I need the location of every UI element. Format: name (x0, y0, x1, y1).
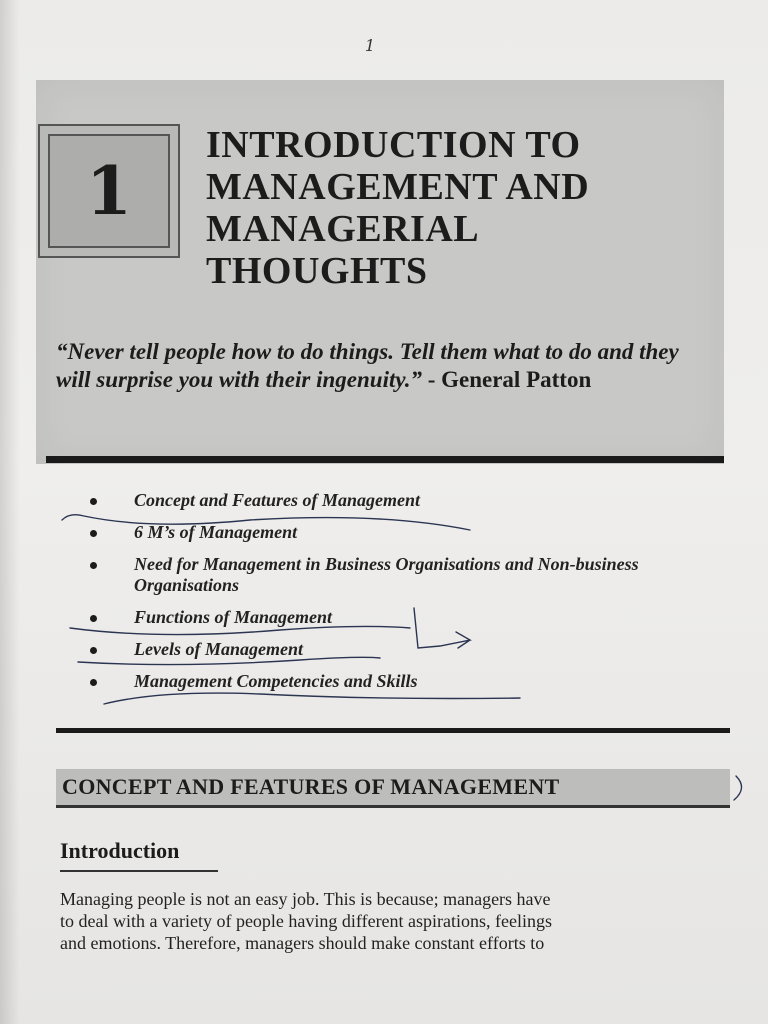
chapter-topics-list (90, 490, 730, 703)
chapter-number: 1 (86, 152, 132, 230)
intro-paragraph (60, 888, 736, 954)
chapter-title-line: MANAGERIAL (206, 208, 480, 250)
paragraph-line: Managing people is not an easy job. This is because; managers have (60, 889, 551, 909)
chapter-title-line: THOUGHTS (206, 250, 428, 292)
banner-rule (46, 456, 724, 463)
page-shadow (0, 0, 20, 1024)
quote-author: - General Patton (427, 367, 592, 392)
intro-underline (60, 870, 218, 872)
chapter-title (206, 124, 706, 292)
topic-item: Levels of Management (90, 639, 730, 660)
chapter-title-line: INTRODUCTION TO (206, 124, 581, 166)
paragraph-line: to deal with a variety of people having different aspirations, feelings (60, 911, 553, 931)
chapter-quote (56, 338, 716, 394)
topic-item: Management Competencies and Skills (90, 671, 730, 692)
topic-item: Concept and Features of Management (90, 490, 730, 511)
intro-heading: Introduction (60, 838, 180, 863)
chapter-title-line: MANAGEMENT AND (206, 166, 590, 208)
chapter-number-box (38, 124, 180, 258)
quote-text: “Never tell people how to do things. Tell them what to do and they will surprise you with their ingenuity.” (56, 339, 679, 392)
section-heading: CONCEPT AND FEATURES OF MANAGEMENT (62, 774, 560, 799)
paragraph-line: and emotions. Therefore, managers should make constant efforts to (60, 933, 545, 953)
topic-item: Need for Management in Business Organisations and Non-business Organisations (90, 554, 730, 596)
pen-stroke (734, 776, 742, 800)
topic-item: Functions of Management (90, 607, 730, 628)
chapter-number-inner-box (48, 134, 170, 248)
topic-item: 6 M’s of Management (90, 522, 730, 543)
section-heading-bar (56, 769, 730, 808)
section-rule (56, 728, 730, 733)
page-number: 1 (364, 36, 376, 55)
